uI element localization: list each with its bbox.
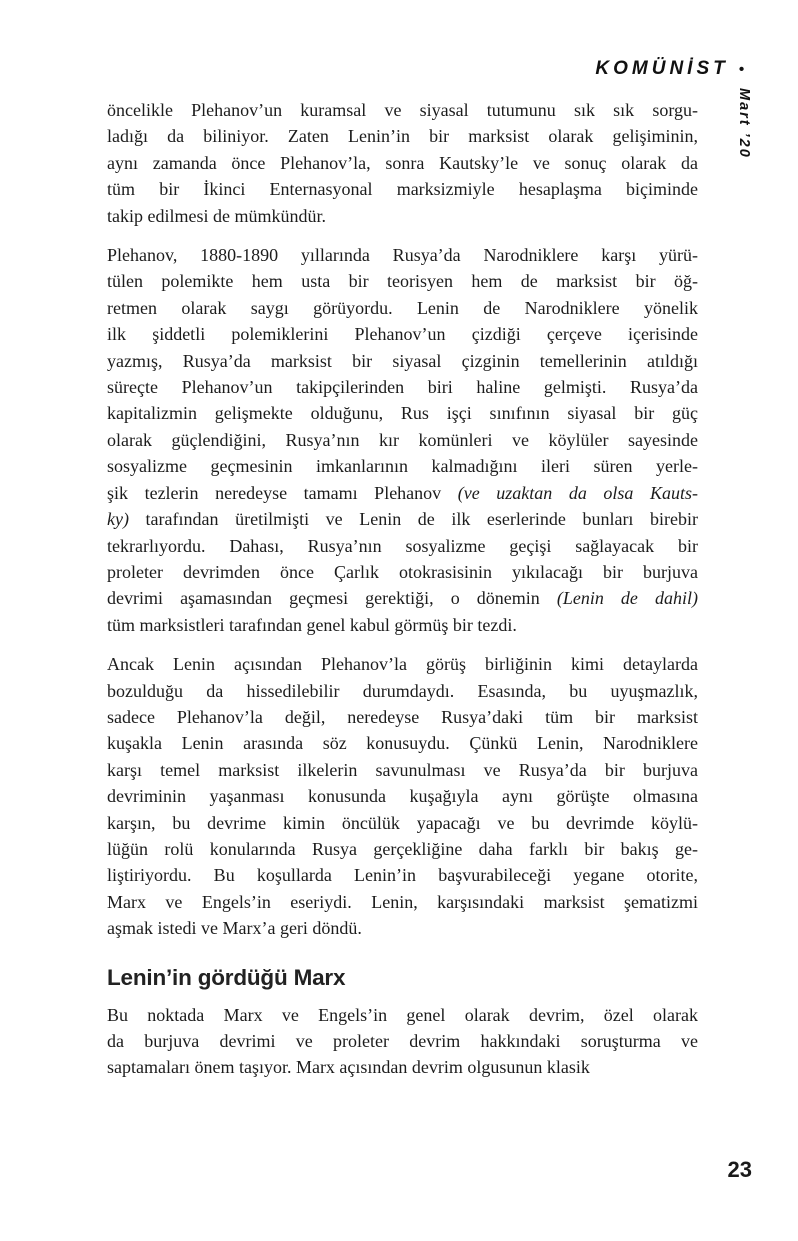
text-line: lüğün rolü konularında Rusya gerçekliğine daha farklı bir bakış ge- <box>107 838 698 859</box>
page-number: 23 <box>727 1157 752 1182</box>
text-line: sosyalizme geçmesinin imkanlarının kalmadığını ileri süren yerle- <box>107 456 698 477</box>
text-line: karşın, bu devrime kimin öncülük yapacağı ve bu devrimde köylü- <box>107 812 698 833</box>
masthead <box>595 58 744 80</box>
text-line: Ancak Lenin açısından Plehanov’la görüş birliğinin kimi detaylarda <box>107 654 698 675</box>
text-line: tüm bir İkinci Enternasyonal marksizmiyle hesaplaşma biçiminde <box>107 179 698 200</box>
text-line: kapitalizmin gelişmekte olduğunu, Rus işçi sınıfının siyasal bir güç <box>107 403 698 424</box>
text-line: öncelikle Plehanov’un kuramsal ve siyasal tutumunu sık sık sorgu- <box>107 100 698 120</box>
bullet-icon: • <box>738 60 744 78</box>
text-line: ky) tarafından üretilmişti ve Lenin de ilk eserlerinde bunları birebir <box>107 509 698 530</box>
article-body <box>107 97 698 1094</box>
text-line: takip edilmesi de mümkündür. <box>107 205 326 226</box>
text-line: retmen olarak saygı görüyordu. Lenin de Narodniklere yönelik <box>107 297 698 318</box>
text-line: ladığı da biliniyor. Zaten Lenin’in bir marksist olarak gelişiminin, <box>107 126 698 147</box>
text-line: tüm marksistleri tarafından genel kabul görmüş bir tezdi. <box>107 614 517 635</box>
paragraph <box>107 1002 698 1081</box>
text-line: saptamaları önem taşıyor. Marx açısından devrim olgusunun klasik <box>107 1057 590 1078</box>
text-line: karşı temel marksist ilkelerin savunulması ve Rusya’da bir burjuva <box>107 759 698 780</box>
text-line: tülen polemikte hem usta bir teorisyen hem de marksist bir öğ- <box>107 271 698 292</box>
text-line: tekrarlıyordu. Dahası, Rusya’nın sosyalizme geçişi sağlayacak bir <box>107 535 698 556</box>
text-line: süreçte Plehanov’un takipçilerinden biri haline gelmişti. Rusya’da <box>107 377 698 398</box>
paragraph <box>107 651 698 941</box>
text-line: yazmış, Rusya’da marksist bir siyasal çizginin temellerinin atıldığı <box>107 350 698 371</box>
text-line: sadece Plehanov’la değil, neredeyse Rusya’daki tüm bir marksist <box>107 706 698 727</box>
text-line: liştiriyordu. Bu koşullarda Lenin’in başvurabileceği yegane otorite, <box>107 865 698 886</box>
text-line: aynı zamanda önce Plehanov’la, sonra Kautsky’le ve sonuç olarak da <box>107 152 698 173</box>
text-line: ilk şiddetli polemiklerini Plehanov’un çizdiği çerçeve içerisinde <box>107 324 698 345</box>
text-line: Marx ve Engels’in eseriydi. Lenin, karşısındaki marksist şematizmi <box>107 891 698 912</box>
text-line: şik tezlerin neredeyse tamamı Plehanov (ve uzaktan da olsa Kauts- <box>107 482 699 503</box>
text-line: da burjuva devrimi ve proleter devrim hakkındaki soruşturma ve <box>107 1031 698 1051</box>
text-line: devrimi aşamasından geçmesi gerektiği, o dönemin (Lenin de dahil) <box>107 588 698 609</box>
issue-date: Mart ’20 <box>736 88 752 159</box>
journal-title: KOMÜNİST <box>595 58 729 79</box>
paragraph <box>107 242 698 638</box>
text-line: kuşakla Lenin arasında söz konusuydu. Çünkü Lenin, Narodniklere <box>107 733 698 754</box>
text-line: devriminin yaşanması konusunda kuşağıyla aynı görüşte olmasına <box>107 786 698 807</box>
section-heading: Lenin’in gördüğü Marx <box>107 964 346 990</box>
text-line: Bu noktada Marx ve Engels’in genel olarak devrim, özel olarak <box>107 1004 698 1025</box>
text-line: Plehanov, 1880-1890 yıllarında Rusya’da Narodniklere karşı yürü- <box>107 245 698 266</box>
text-line: aşmak istedi ve Marx’a geri döndü. <box>107 918 362 939</box>
text-line: bozulduğu da hissedilebilir durumdaydı. Esasında, bu uyuşmazlık, <box>107 680 698 701</box>
text-line: proleter devrimden önce Çarlık otokrasisinin yıkılacağı bir burjuva <box>107 561 698 582</box>
text-line: olarak güçlendiğini, Rusya’nın kır komünleri ve köylüler sayesinde <box>107 429 698 450</box>
paragraph <box>107 97 698 229</box>
